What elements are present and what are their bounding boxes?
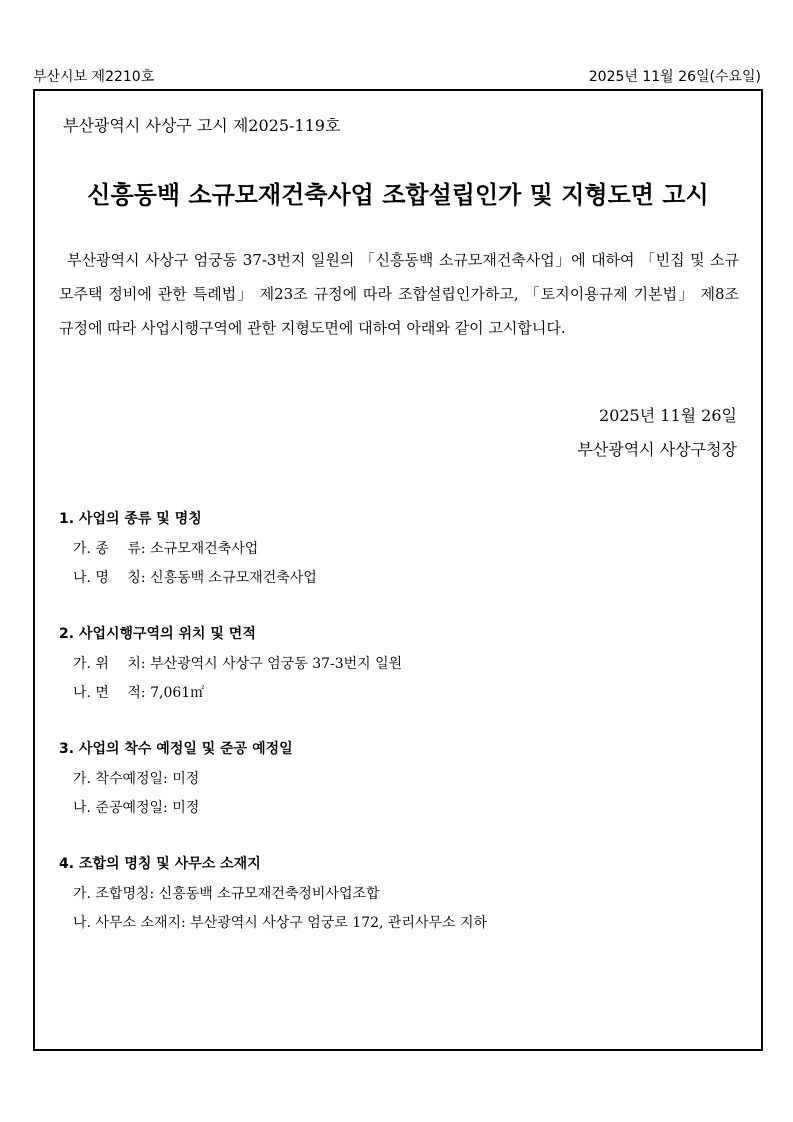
section-item: 가. 종 류: 소규모재건축사업: [73, 541, 259, 557]
publication-date: 2025년 11월 26일(수요일): [588, 69, 761, 85]
section-location-area: [59, 618, 739, 708]
issuer: 부산광역시 사상구청장: [577, 440, 737, 459]
section-item: 나. 명 칭: 신흥동백 소규모재건축사업: [73, 570, 317, 586]
section-heading: 2. 사업시행구역의 위치 및 면적: [59, 626, 256, 642]
section-heading: 3. 사업의 착수 예정일 및 준공 예정일: [59, 741, 293, 757]
section-heading: 4. 조합의 명칭 및 사무소 소재지: [59, 856, 261, 872]
signature-block: [577, 399, 737, 467]
section-schedule: [59, 733, 739, 823]
section-association: [59, 848, 739, 938]
notice-frame: [33, 89, 763, 1051]
section-item: 가. 착수예정일: 미정: [73, 771, 200, 787]
notice-number: 부산광역시 사상구 고시 제2025-119호: [63, 116, 341, 135]
section-item: 나. 사무소 소재지: 부산광역시 사상구 엄궁로 172, 관리사무소 지하: [73, 915, 488, 931]
notice-sections: [59, 503, 739, 963]
section-business-type: [59, 503, 739, 593]
page-header: [33, 66, 761, 86]
issue-date: 2025년 11월 26일: [599, 406, 737, 425]
section-heading: 1. 사업의 종류 및 명칭: [59, 511, 202, 527]
section-item: 나. 준공예정일: 미정: [73, 800, 200, 816]
section-item: 나. 면 적: 7,061㎡: [73, 685, 205, 701]
section-item: 가. 조합명칭: 신흥동백 소규모재건축정비사업조합: [73, 886, 380, 902]
gazette-number: 부산시보 제2210호: [33, 69, 155, 85]
notice-body: 부산광역시 사상구 엄궁동 37-3번지 일원의 「신흥동백 소규모재건축사업」에 대하여 「빈집 및 소규모주택 정비에 관한 특례법」 제23조 규정에 따라 조합설립인가하고, 「토지이용규제 기본법」 제8조 규정에 따라 사업시행구역에 관한 지형도면에 대하여 아래와 같이 고시합니다.: [59, 251, 739, 337]
notice-title: 신흥동백 소규모재건축사업 조합설립인가 및 지형도면 고시: [87, 181, 709, 209]
section-item: 가. 위 치: 부산광역시 사상구 엄궁동 37-3번지 일원: [73, 656, 403, 672]
